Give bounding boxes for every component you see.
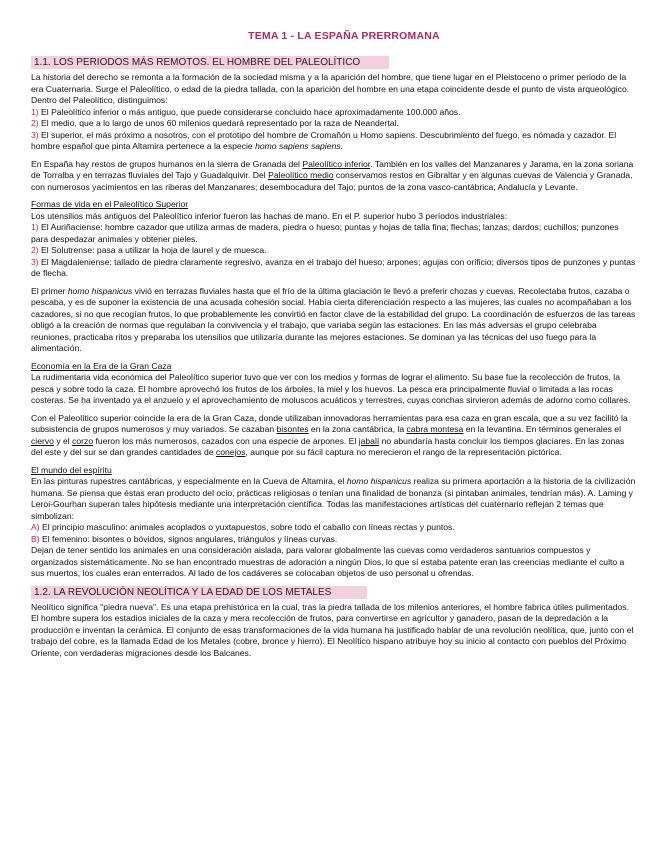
list-number: 1) [31, 222, 39, 232]
underlined-term: Paleolítico medio [268, 170, 334, 180]
economia-paragraph-2 [31, 413, 637, 459]
underlined-term: corzo [72, 435, 94, 446]
underlined-term: conejos [215, 447, 246, 457]
text: conservamos restos en Gibraltar y en algunas cuevas de Valencia y Granada, con numerosos yacimientos en las riberas del Manzanares; desembocadura del Tajo; puntos de la zona vasco-cantábrica; Andalucía y Levante. [31, 170, 633, 192]
list-number: 1) [31, 106, 39, 117]
subheading-economia: Economía en la Era de la Gran Caza [31, 360, 172, 371]
intro-paragraph: La historia del derecho se remonta a la formación de la sociedad misma y a la aparición del hombre, que tiene lugar en el Pleistoceno o primer periodo de la era Cuaternaria. Surge el Paleolítico, o edad de la piedra tallada, con la aparición del hombre en una etapa coincidente desde el punto de vista arqueológico. Dentro del Paleolítico, distinguimos: [31, 72, 630, 105]
espiritu-end: Dejan de tener sentido los animales en una consideración aislada, para valorar globalmente las cuevas como verdaderos santuarios compuestos y organizados sistemáticamente. No se han encontrado muestras de adoración a ningún Dios, lo que sí estaba patente eran las creencias mediante el culto a sus muertos, los cuales eran enterrados. Al lado de los cadáveres se colocaban objetos de uso personal u ofrendas. [31, 545, 625, 578]
spain-paragraph [31, 159, 637, 194]
text: El primer [31, 285, 68, 296]
formas-intro: Los utensilios más antiguos del Paleolítico inferior fueron las hachas de mano. En el P. superior hubo 3 períodos industriales: [31, 210, 508, 221]
list-text: El superior, el más próximo a nosotros, con el prototipo del hombre de Cromañón u Homo sapiens. Descubrimiento del fuego, es nómada y cazador. El hombre español que pinta Altamira pertenece a la especie [31, 129, 617, 151]
text: En España hay restos de grupos humanos en la sierra de Granada del [31, 158, 303, 169]
list-number: 3) [31, 256, 39, 267]
text: fueron los más numerosos, cazados con una especie de arpones. El [93, 435, 359, 446]
list-item [31, 522, 637, 534]
list-letter: B) [31, 533, 40, 544]
list-item [31, 534, 637, 546]
list-text: El medio, que a lo largo de unos 60 milenios quedará representado por la raza de Neandertal. [41, 118, 399, 128]
list-number: 2) [31, 118, 39, 128]
text: Con el Paleolítico superior coincide la era de la Gran Caza, donde utilizaban innovadoras herramientas para esa caza en gran escala, que a su vez facilitó la subsistencia de grupos numerosos y muy variados. Se cazaban [31, 412, 628, 434]
text: en la levantina. En términos generales el [463, 424, 621, 434]
list-text: El Paleolítico inferior o más antiguo, que puede considerarse concluido hace aproximadamente 100.000 años. [41, 106, 461, 117]
text: no abundaría hasta concluir los tiempos glaciares. En las zonas del este y del sur se dan grandes cantidades de [31, 435, 625, 457]
list-item [31, 222, 637, 245]
emphasis: homo hispanicus [346, 476, 412, 486]
list-text: El femenino: bisontes o bóvidos, signos angulares, triángulos y líneas curvas. [41, 533, 338, 544]
espiritu-block [31, 465, 637, 580]
underlined-term: jabalí [358, 435, 380, 446]
text: En las pinturas rupestres cantábricas, y especialmente en la Cueva de Altamira, el [31, 476, 347, 486]
underlined-term: bisontes [276, 424, 309, 434]
list-text: El Magdaleniense: tallado de piedra claramente regresivo, avanza en el trabajo del hueso; arpones; agujas con orificio; diversos tipos de punzones y puntas de flecha. [31, 256, 636, 278]
text: vivió en terrazas fluviales hasta que el frío de la última glaciación le llevó a preferir chozas y cuevas. Recolectaba frutos, cazaba o pescaba, y es de suponer la existencia de una acusada cohesión social. Había cierta diferenciación respecto a las mujeres, las cuales no acompañaban a los cazadores, si no que recogían frutos, lo que probablemente les convirtió en factor clave de la estabilidad del grupo. La coordinación de esfuerzos de las tareas obligó a la creación de normas que regulaban la convivencia y el trabajo, que variaba según las estaciones. En las más adversas el grupo celebraba reuniones, practicaba ritos y preparaba los utensilios que utilizaría durante las mejores estaciones. Se dominan ya las técnicas del uso fuego para la alimentación. [31, 285, 636, 353]
list-text: El Auriñaciense: hombre cazador que utiliza armas de madera, piedra o hueso; puntas y hojas de talla fina; flechas; lanzas; dardos; cuchillos; punzones para despedazar animales y obtener pieles. [31, 222, 619, 244]
list-emphasis: homo sapiens sapiens [255, 141, 341, 151]
text: en la zona cantábrica, la [308, 424, 407, 434]
section-heading-paleolitico: 1.1. LOS PERIODOS MÁS REMOTOS. EL HOMBRE DEL PALEOLÍTICO [31, 56, 389, 69]
homo-hispanicus-paragraph [31, 286, 637, 355]
formas-block [31, 199, 637, 280]
list-item [31, 118, 637, 130]
list-number: 3) [31, 129, 39, 140]
emphasis: homo hispanicus [67, 285, 133, 296]
subheading-formas: Formas de vida en el Paleolítico Superior [31, 199, 189, 209]
text: y el [53, 435, 73, 446]
document-title: TEMA 1 - LA ESPAÑA PRERROMANA [248, 30, 440, 42]
list-number: 2) [31, 245, 39, 255]
espiritu-paragraph [31, 476, 637, 522]
neolitico-paragraph: Neolítico significa "piedra nueva". Es una etapa prehistórica en la cual, tras la piedra tallada de los milenios anteriores, el hombre fabrica útiles pulimentados. El hombre supera los estadios iniciales de la caza y mera recolección de frutos, para convertirse en agricultor y ganadero, pasan de la depredación a la producción e inventan la cerámica. El conjunto de esas transformaciones de la vida humana ha justificado hablar de una revolución neolítica, que, junto con el trabajo del cobre, es la llamada Edad de los Metales (cobre, bronce y hierro). El Neolítico hispano atribuye hoy su inicio al contacto con pueblos del Próximo Oriente, con verdaderas migraciones desde los Balcanes. [31, 601, 634, 658]
list-item [31, 245, 637, 257]
list-item [31, 257, 637, 280]
text: . También en los valles del Manzanares y Jarama, en la zona soriana de Torralba y en terrazas fluviales del Tajo y Guadalquivir. Del [31, 158, 634, 180]
list-text: El principio masculino: animales acoplados o yuxtapuestos, sobre todo el caballo con líneas rectas y puntos. [41, 522, 455, 532]
economia-paragraph-1: La rudimentaria vida económica del Paleolítico superior tuvo que ver con los medios y formas de lograr el alimento. Su base fue la recolección de frutos, la pesca y sobre todo la caza. El hombre aprovechó los frutos de los árboles, la miel y los huevos. La pesca era principalmente fluvial o limitada a las rocas costeras. Se ha inventado ya el anzuelo y el aprovechamiento de moluscos acuáticos y terrestres, cuyas conchas sirvieron además de adorno como collares. [31, 372, 631, 405]
list-item [31, 107, 637, 119]
text: , aunque por su fácil captura no merecieron el rango de la representación pictórica. [245, 447, 562, 457]
section-heading-neolitico: 1.2. LA REVOLUCIÓN NEOLÍTICA Y LA EDAD DE LOS METALES [31, 586, 367, 599]
underlined-term: cabra montesa [406, 424, 464, 434]
list-item [31, 130, 637, 153]
list-text-end: . [340, 141, 343, 151]
underlined-term: Paleolítico inferior [302, 158, 371, 169]
underlined-term: ciervo [31, 435, 54, 446]
intro-block [31, 72, 637, 153]
list-text: El Solutrense: pasa a utilizar la hoja de laurel y de muesca. [41, 245, 267, 255]
subheading-espiritu: El mundo del espíritu [31, 464, 112, 475]
text: realiza su primera aportación a la historia de la civilización humana. Se piensa que éstas eran producto del ocio, prácticas religiosas o tenían una finalidad de bonanza (si pintaban animales, tendrían más). A. Laming y Leroi-Gourhan superan tales hipótesis mediante una interpretación científica. Todas las manifestaciones artísticas del cuaternario reflejan 2 temas que simbolizan: [31, 476, 636, 521]
list-letter: A) [31, 522, 40, 532]
